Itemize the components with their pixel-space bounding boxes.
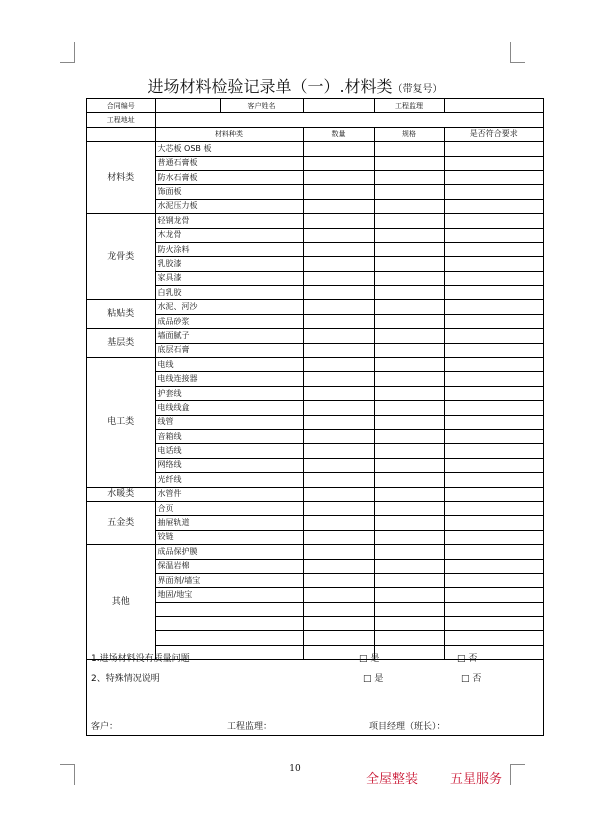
quantity-cell[interactable] xyxy=(303,329,374,343)
conforms-cell[interactable] xyxy=(444,573,543,587)
quantity-cell[interactable] xyxy=(303,444,374,458)
spec-cell[interactable] xyxy=(374,199,444,213)
quality-yes-checkbox[interactable]: □ 是 xyxy=(359,654,380,664)
quantity-cell[interactable] xyxy=(303,343,374,357)
quantity-cell[interactable] xyxy=(303,415,374,429)
spec-cell[interactable] xyxy=(374,429,444,443)
table-row xyxy=(87,473,543,487)
slogan-left: 全屋整装 xyxy=(366,772,419,787)
conforms-cell[interactable] xyxy=(444,429,543,443)
conforms-cell[interactable] xyxy=(444,516,543,530)
material-item: 水泥压力板 xyxy=(155,199,303,213)
table-row xyxy=(87,271,543,285)
conforms-cell[interactable] xyxy=(444,228,543,242)
quantity-cell[interactable] xyxy=(303,242,374,256)
material-item: 木龙骨 xyxy=(155,228,303,242)
spec-cell[interactable] xyxy=(374,588,444,602)
spec-cell[interactable] xyxy=(374,372,444,386)
conforms-cell[interactable] xyxy=(444,214,543,228)
spec-cell[interactable] xyxy=(374,617,444,631)
material-item: 护套线 xyxy=(155,386,303,400)
quantity-cell[interactable] xyxy=(303,271,374,285)
quantity-cell[interactable] xyxy=(303,545,374,559)
material-item: 成品保护膜 xyxy=(155,545,303,559)
material-item: 成品砂浆 xyxy=(155,314,303,328)
customer-name-label: 客户姓名 xyxy=(220,99,303,113)
conforms-cell[interactable] xyxy=(444,415,543,429)
spec-cell[interactable] xyxy=(374,444,444,458)
special-yes-checkbox[interactable]: □ 是 xyxy=(363,674,384,684)
spec-cell[interactable] xyxy=(374,358,444,372)
table-row xyxy=(87,185,543,199)
spec-cell[interactable] xyxy=(374,458,444,472)
conforms-cell[interactable] xyxy=(444,257,543,271)
conforms-cell[interactable] xyxy=(444,329,543,343)
table-row xyxy=(87,372,543,386)
spec-cell[interactable] xyxy=(374,228,444,242)
quantity-cell[interactable] xyxy=(303,458,374,472)
material-item: 乳胶漆 xyxy=(155,257,303,271)
note-special xyxy=(87,671,543,691)
material-item: 底层石膏 xyxy=(155,343,303,357)
material-item: 普通石膏板 xyxy=(155,156,303,170)
conforms-cell[interactable] xyxy=(444,314,543,328)
inspection-form xyxy=(86,98,544,736)
quantity-cell[interactable] xyxy=(303,473,374,487)
conforms-cell[interactable] xyxy=(444,185,543,199)
quantity-cell[interactable] xyxy=(303,300,374,314)
quantity-cell[interactable] xyxy=(303,286,374,300)
supervisor-signature-label: 工程监理： xyxy=(227,722,273,732)
material-table-body xyxy=(87,99,543,660)
material-item: 铰链 xyxy=(155,530,303,544)
spec-cell[interactable] xyxy=(374,271,444,285)
spec-cell[interactable] xyxy=(374,300,444,314)
manager-signature-label: 项目经理（班长）： xyxy=(369,722,446,732)
category-label: 电工类 xyxy=(87,358,155,488)
conforms-cell[interactable] xyxy=(444,401,543,415)
quantity-cell[interactable] xyxy=(303,372,374,386)
conforms-cell[interactable] xyxy=(444,631,543,645)
conforms-cell[interactable] xyxy=(444,530,543,544)
material-item: 合页 xyxy=(155,501,303,515)
header-row-2 xyxy=(87,113,543,127)
table-row xyxy=(87,516,543,530)
material-item: 电线 xyxy=(155,358,303,372)
spec-cell[interactable] xyxy=(374,530,444,544)
spec-cell[interactable] xyxy=(374,185,444,199)
quantity-cell[interactable] xyxy=(303,314,374,328)
table-row xyxy=(87,214,543,228)
material-item: 网络线 xyxy=(155,458,303,472)
quantity-cell[interactable] xyxy=(303,228,374,242)
material-item: 电话线 xyxy=(155,444,303,458)
table-row xyxy=(87,142,543,156)
conforms-cell[interactable] xyxy=(444,444,543,458)
contract-no-field[interactable] xyxy=(155,99,220,113)
conforms-cell[interactable] xyxy=(444,271,543,285)
material-item: 大芯板 OSB 板 xyxy=(155,142,303,156)
table-row xyxy=(87,257,543,271)
material-item: 音箱线 xyxy=(155,429,303,443)
spec-cell[interactable] xyxy=(374,170,444,184)
table-row xyxy=(87,329,543,343)
quantity-cell[interactable] xyxy=(303,257,374,271)
table-row xyxy=(87,545,543,559)
material-item: 电线连接器 xyxy=(155,372,303,386)
table-row xyxy=(87,588,543,602)
form-title xyxy=(0,74,590,97)
conforms-cell[interactable] xyxy=(444,286,543,300)
material-item: 地固/地宝 xyxy=(155,588,303,602)
spec-cell[interactable] xyxy=(374,501,444,515)
supervisor-field[interactable] xyxy=(444,99,543,113)
page-number: 10 xyxy=(289,764,301,774)
material-table xyxy=(87,99,543,660)
table-row xyxy=(87,429,543,443)
quality-no-checkbox[interactable]: □ 否 xyxy=(457,654,478,664)
note-special-text: 2、特殊情况说明 xyxy=(91,674,160,684)
spec-cell[interactable] xyxy=(374,156,444,170)
col-material-type: 材料种类 xyxy=(155,127,303,141)
table-row xyxy=(87,602,543,616)
material-item: 界面剂/墙宝 xyxy=(155,573,303,587)
conforms-cell[interactable] xyxy=(444,458,543,472)
spec-cell[interactable] xyxy=(374,602,444,616)
table-row xyxy=(87,487,543,501)
note-quality xyxy=(87,651,543,671)
quantity-cell[interactable] xyxy=(303,487,374,501)
conforms-cell[interactable] xyxy=(444,343,543,357)
address-field[interactable] xyxy=(155,113,543,127)
material-item: 轻钢龙骨 xyxy=(155,214,303,228)
table-row xyxy=(87,358,543,372)
table-row xyxy=(87,386,543,400)
quantity-cell[interactable] xyxy=(303,156,374,170)
material-item: 防火涂料 xyxy=(155,242,303,256)
table-row xyxy=(87,156,543,170)
material-item: 墙面腻子 xyxy=(155,329,303,343)
table-row xyxy=(87,458,543,472)
conforms-cell[interactable] xyxy=(444,199,543,213)
material-item: 白乳胶 xyxy=(155,286,303,300)
table-row xyxy=(87,170,543,184)
spec-cell[interactable] xyxy=(374,142,444,156)
spec-cell[interactable] xyxy=(374,473,444,487)
material-item: 水泥、河沙 xyxy=(155,300,303,314)
material-item: 防水石膏板 xyxy=(155,170,303,184)
conforms-cell[interactable] xyxy=(444,242,543,256)
table-row xyxy=(87,242,543,256)
material-item: 光纤线 xyxy=(155,473,303,487)
address-label: 工程地址 xyxy=(87,113,155,127)
material-item xyxy=(155,631,303,645)
note-quality-text: 1.进场材料没有质量问题 xyxy=(91,654,190,664)
table-row xyxy=(87,617,543,631)
quantity-cell[interactable] xyxy=(303,573,374,587)
customer-signature-label: 客户： xyxy=(91,722,119,732)
conforms-cell[interactable] xyxy=(444,602,543,616)
column-header-row xyxy=(87,127,543,141)
category-label: 龙骨类 xyxy=(87,214,155,300)
table-row xyxy=(87,314,543,328)
quantity-cell[interactable] xyxy=(303,386,374,400)
table-row xyxy=(87,501,543,515)
spec-cell[interactable] xyxy=(374,545,444,559)
material-item: 保温岩棉 xyxy=(155,559,303,573)
customer-name-field[interactable] xyxy=(303,99,374,113)
spec-cell[interactable] xyxy=(374,559,444,573)
quantity-cell[interactable] xyxy=(303,631,374,645)
quantity-cell[interactable] xyxy=(303,214,374,228)
spec-cell[interactable] xyxy=(374,286,444,300)
table-row xyxy=(87,415,543,429)
table-row xyxy=(87,559,543,573)
table-row xyxy=(87,343,543,357)
quantity-cell[interactable] xyxy=(303,530,374,544)
supervisor-label: 工程监理 xyxy=(374,99,444,113)
conforms-cell[interactable] xyxy=(444,142,543,156)
conforms-cell[interactable] xyxy=(444,358,543,372)
spec-cell[interactable] xyxy=(374,343,444,357)
conforms-cell[interactable] xyxy=(444,170,543,184)
material-item: 水管件 xyxy=(155,487,303,501)
spec-cell[interactable] xyxy=(374,401,444,415)
category-label: 粘贴类 xyxy=(87,300,155,329)
spec-cell[interactable] xyxy=(374,314,444,328)
conforms-cell[interactable] xyxy=(444,588,543,602)
conforms-cell[interactable] xyxy=(444,473,543,487)
material-item xyxy=(155,617,303,631)
conforms-cell[interactable] xyxy=(444,617,543,631)
spec-cell[interactable] xyxy=(374,386,444,400)
contract-no-label: 合同编号 xyxy=(87,99,155,113)
conforms-cell[interactable] xyxy=(444,386,543,400)
spec-cell[interactable] xyxy=(374,631,444,645)
spec-cell[interactable] xyxy=(374,329,444,343)
table-row xyxy=(87,631,543,645)
conforms-cell[interactable] xyxy=(444,545,543,559)
crop-mark-top-left xyxy=(60,42,75,63)
col-quantity: 数量 xyxy=(303,127,374,141)
conforms-cell[interactable] xyxy=(444,156,543,170)
category-label: 基层类 xyxy=(87,329,155,358)
spec-cell[interactable] xyxy=(374,415,444,429)
quantity-cell[interactable] xyxy=(303,170,374,184)
material-item: 线管 xyxy=(155,415,303,429)
material-item: 电线线盒 xyxy=(155,401,303,415)
quantity-cell[interactable] xyxy=(303,617,374,631)
material-item: 家具漆 xyxy=(155,271,303,285)
column-header-blank xyxy=(87,127,155,141)
notes-section xyxy=(87,651,543,691)
conforms-cell[interactable] xyxy=(444,501,543,515)
conforms-cell[interactable] xyxy=(444,372,543,386)
quantity-cell[interactable] xyxy=(303,185,374,199)
header-row-1 xyxy=(87,99,543,113)
conforms-cell[interactable] xyxy=(444,300,543,314)
table-row xyxy=(87,444,543,458)
spec-cell[interactable] xyxy=(374,573,444,587)
spec-cell[interactable] xyxy=(374,487,444,501)
crop-mark-top-right xyxy=(510,42,525,63)
material-item: 饰面板 xyxy=(155,185,303,199)
spec-cell[interactable] xyxy=(374,516,444,530)
quantity-cell[interactable] xyxy=(303,602,374,616)
special-no-checkbox[interactable]: □ 否 xyxy=(461,674,482,684)
table-row xyxy=(87,300,543,314)
category-label: 其他 xyxy=(87,545,155,660)
quantity-cell[interactable] xyxy=(303,429,374,443)
category-label: 水暖类 xyxy=(87,487,155,501)
quantity-cell[interactable] xyxy=(303,516,374,530)
quantity-cell[interactable] xyxy=(303,501,374,515)
col-conforms: 是否符合要求 xyxy=(444,127,543,141)
quantity-cell[interactable] xyxy=(303,142,374,156)
material-item: 抽屉轨道 xyxy=(155,516,303,530)
title-note: （带复号） xyxy=(392,84,443,95)
quantity-cell[interactable] xyxy=(303,358,374,372)
table-row xyxy=(87,401,543,415)
quantity-cell[interactable] xyxy=(303,401,374,415)
conforms-cell[interactable] xyxy=(444,487,543,501)
col-spec: 规格 xyxy=(374,127,444,141)
table-row xyxy=(87,228,543,242)
table-row xyxy=(87,199,543,213)
table-row xyxy=(87,530,543,544)
category-label: 五金类 xyxy=(87,501,155,544)
slogan-right: 五星服务 xyxy=(450,772,503,787)
material-item xyxy=(155,602,303,616)
conforms-cell[interactable] xyxy=(444,559,543,573)
table-row xyxy=(87,286,543,300)
spec-cell[interactable] xyxy=(374,257,444,271)
spec-cell[interactable] xyxy=(374,214,444,228)
quantity-cell[interactable] xyxy=(303,588,374,602)
category-label: 材料类 xyxy=(87,142,155,214)
quantity-cell[interactable] xyxy=(303,559,374,573)
quantity-cell[interactable] xyxy=(303,199,374,213)
title-main: 进场材料检验记录单（一）.材料类 xyxy=(147,77,393,96)
spec-cell[interactable] xyxy=(374,242,444,256)
table-row xyxy=(87,573,543,587)
